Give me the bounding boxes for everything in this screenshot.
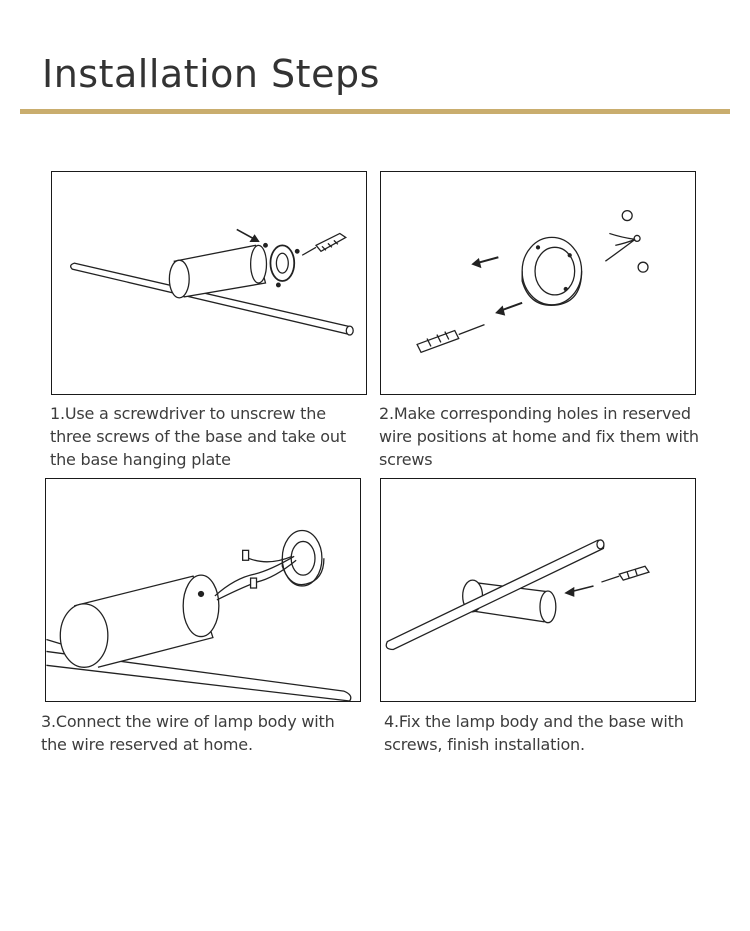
step-3-caption: 3.Connect the wire of lamp body with the wire reserved at home.	[41, 712, 335, 754]
step-2-illustration	[380, 171, 696, 395]
title-divider	[20, 109, 730, 114]
step-1-illustration	[51, 171, 367, 395]
step-4-illustration	[380, 478, 696, 702]
step-1-caption: 1.Use a screwdriver to unscrew the three screws of the base and take out the base hanging plate	[50, 404, 346, 469]
step-3-illustration	[45, 478, 361, 702]
step-2-caption: 2.Make corresponding holes in reserved wire positions at home and fix them with screws	[379, 404, 699, 469]
step-4-caption: 4.Fix the lamp body and the base with screws, finish installation.	[384, 712, 684, 754]
page-title: Installation Steps	[42, 52, 380, 96]
